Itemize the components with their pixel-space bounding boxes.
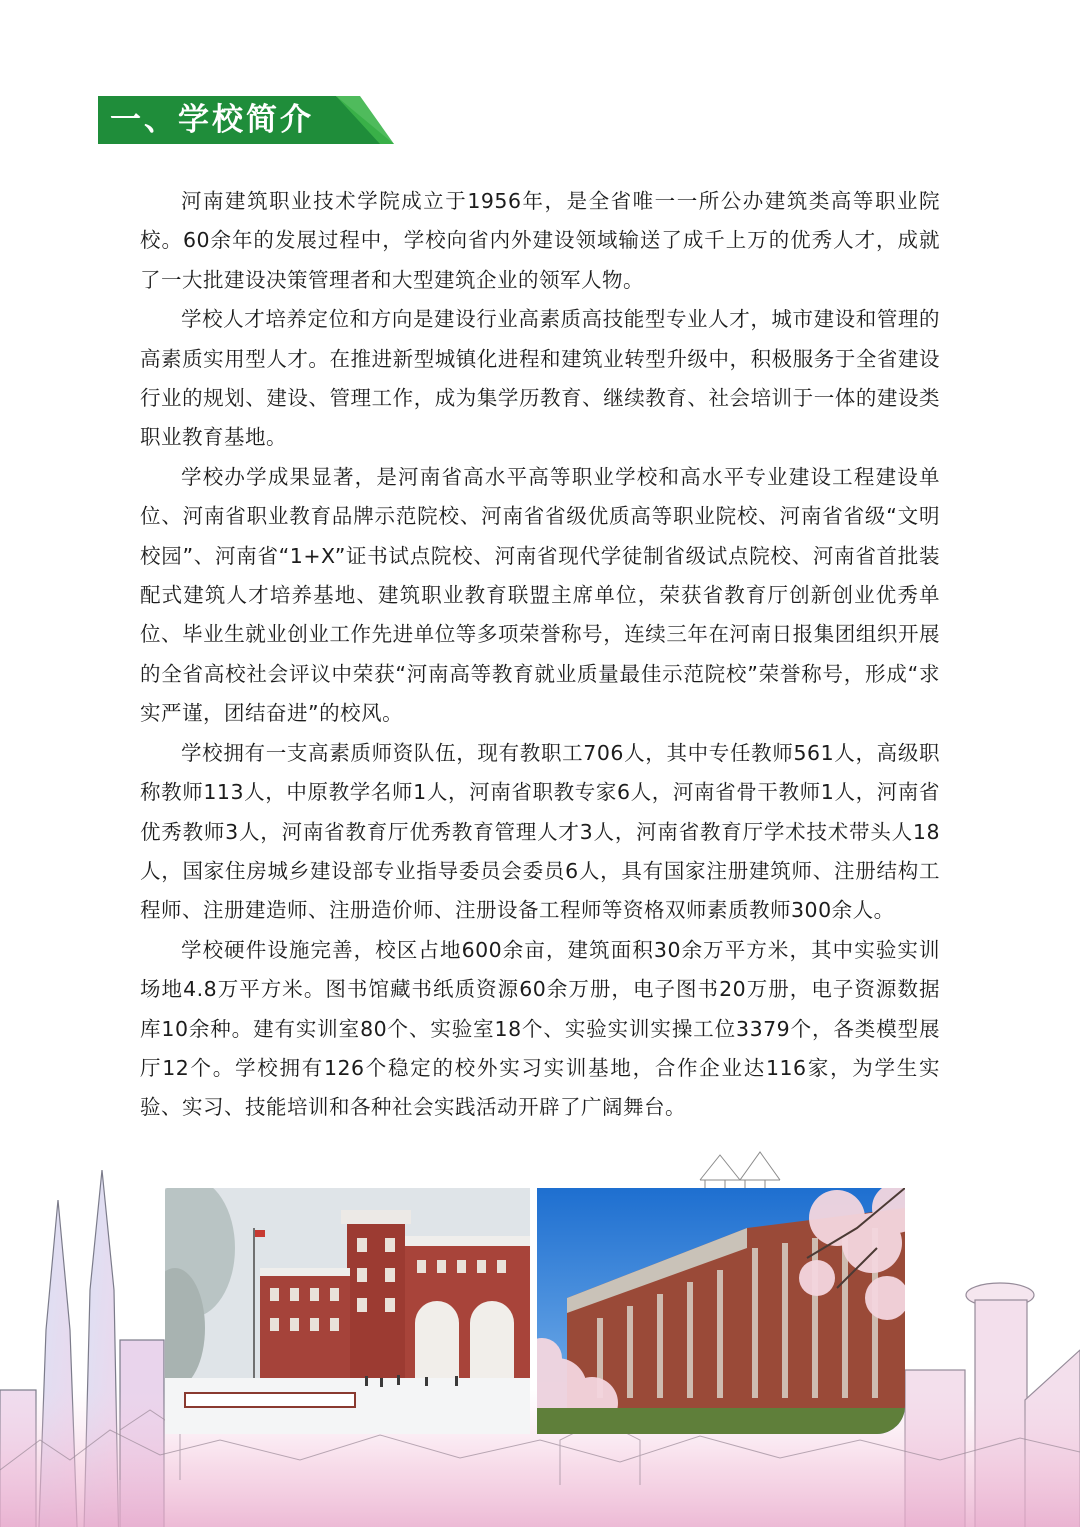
section-banner: [98, 96, 394, 144]
campus-photos: [165, 1188, 905, 1434]
paragraph-positioning: 学校人才培养定位和方向是建设行业高素质高技能型专业人才，城市建设和管理的高素质实用型人才。在推进新型城镇化进程和建筑业转型升级中，积极服务于全省建设行业的规划、建设、管理工作，成为集学历教育、继续教育、社会培训于一体的建设类职业教育基地。: [140, 307, 940, 450]
paragraph-faculty: 学校拥有一支高素质师资队伍，现有教职工706人，其中专任教师561人，高级职称教师113人，中原教学名师1人，河南省职教专家6人，河南省骨干教师1人，河南省优秀教师3人，河南省教育厅优秀教育管理人才3人，河南省教育厅学术技术带头人18人，国家住房城乡建设部专业指导委员会委员6人，具有国家注册建筑师、注册结构工程师、注册建造师、注册造价师、注册设备工程师等资格双师素质教师300余人。: [140, 740, 940, 923]
photo-snowy-campus: [165, 1188, 530, 1434]
paragraph-facilities: 学校硬件设施完善，校区占地600余亩，建筑面积30余万平方米，其中实验实训场地4.8万平方米。图书馆藏书纸质资源60余万册，电子图书20万册，电子资源数据库10余种。建有实训室80个、实验室18个、实验实训实操工位3379个，各类模型展厅12个。学校拥有126个稳定的校外实习实训基地，合作企业达116家，为学生实验、实习、技能培训和各种社会实践活动开辟了广阔舞台。: [140, 937, 940, 1120]
paragraph-achievements: 学校办学成果显著，是河南省高水平高等职业学校和高水平专业建设工程建设单位、河南省职业教育品牌示范院校、河南省省级优质高等职业院校、河南省省级“文明校园”、河南省“1+X”证书试点院校、河南省现代学徒制省级试点院校、河南省首批装配式建筑人才培养基地、建筑职业教育联盟主席单位，荣获省教育厅创新创业优秀单位、毕业生就业创业工作先进单位等多项荣誉称号，连续三年在河南日报集团组织开展的全省高校社会评议中荣获“河南高等教育就业质量最佳示范院校”荣誉称号，形成“求实严谨，团结奋进”的校风。: [140, 464, 940, 726]
paragraph-history: 河南建筑职业技术学院成立于1956年，是全省唯一一所公办建筑类高等职业院校。60余年的发展过程中，学校向省内外建设领域输送了成千上万的优秀人才，成就了一大批建设决策管理者和大型建筑企业的领军人物。: [140, 189, 940, 292]
intro-body: [140, 182, 940, 1128]
photo-spring-campus: [537, 1188, 905, 1434]
section-title: 一、学校简介: [110, 102, 314, 138]
